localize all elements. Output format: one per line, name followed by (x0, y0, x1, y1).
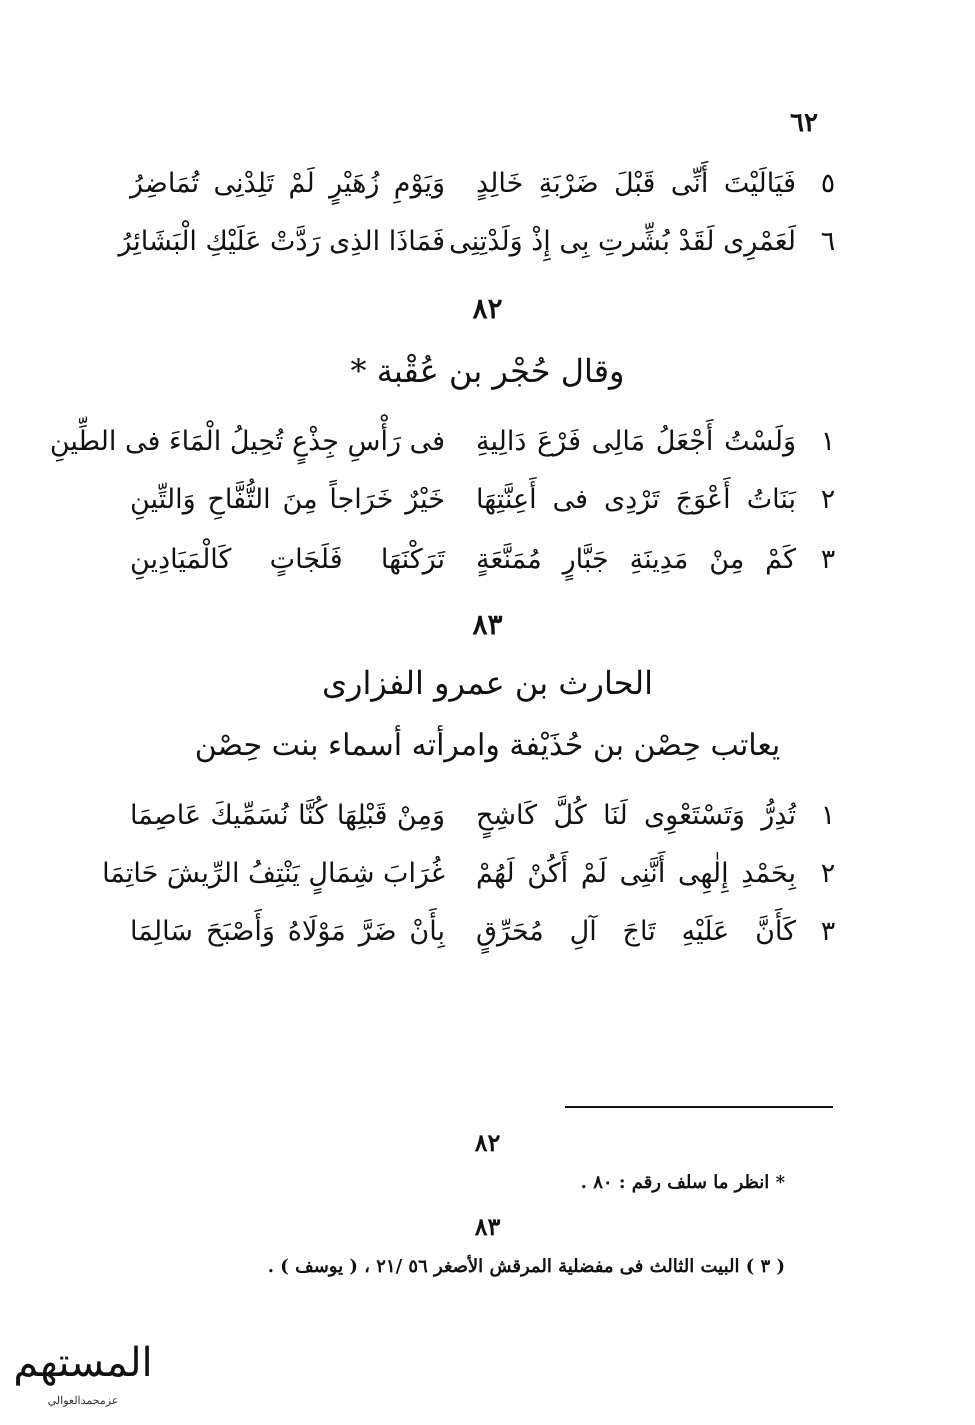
verse-number: ٢ (820, 484, 836, 515)
verse-number: ٢ (820, 858, 836, 889)
verse-line (130, 160, 840, 208)
page-number: ٦٢ (790, 108, 818, 138)
verse-number: ٣ (820, 544, 836, 575)
first-hemistich: فَيَالَيْتَ أَنِّى قَبْلَ ضَرْبَةِ خَالِدٍ (476, 168, 796, 199)
poem-heading-82: وقال حُجْر بن عُقْبة * (350, 352, 625, 390)
footnote-divider (565, 1106, 833, 1108)
second-hemistich: خَيْرٌ خَرَاجاً مِنَ التُّفَّاحِ وَالتِّينِ (130, 484, 445, 515)
first-hemistich: بِحَمْدِ إِلٰهِى أَنَّنِى لَمْ أَكُنْ لَهُمْ (476, 858, 796, 889)
verse-number: ٣ (820, 916, 836, 947)
first-hemistich: لَعَمْرِى لَقَدْ بُشِّرتِ بِى إِذْ وَلَدْتِنِى (449, 226, 796, 257)
section-number-83: ٨٣ (472, 608, 503, 641)
first-hemistich: وَلَسْتُ أَجْعَلُ مَالِى فَرْعَ دَالِيةِ (476, 426, 796, 457)
stamp-caption: عزمحمدالعوالي (47, 1394, 119, 1407)
verse-line (49, 418, 840, 466)
library-stamp-logo (8, 1340, 158, 1420)
verse-line (102, 850, 840, 898)
second-hemistich: وَيَوْمِ زُهَيْرٍ لَمْ تَلِدْنِى تُمَاضِرُ (130, 168, 445, 199)
poem-subheading-83: يعاتب حِصْن بن حُذَيْفة وامرأته أسماء بنت حِصْن (194, 728, 781, 763)
verse-line (118, 218, 840, 266)
verse-number: ١ (820, 426, 836, 457)
first-hemistich: تُدِرُّ وَتَسْتَعْوِى لَنَا كُلَّ كَاشِحٍ (476, 800, 796, 831)
first-hemistich: كَأَنَّ عَلَيْهِ تَاجَ آلِ مُحَرِّقٍ (476, 916, 796, 947)
poem-heading-83: الحارث بن عمرو الفزارى (322, 664, 653, 702)
verse-line (130, 792, 840, 840)
second-hemistich: وَمِنْ قَبْلِهَا كُنَّا نُسَمِّيكَ عَاصِمَا (130, 800, 445, 831)
second-hemistich: غُرَابَ شِمَالٍ يَنْتِفُ الرِّيشَ حَاتِمَا (102, 858, 445, 889)
footnote-section-82-label: ٨٢ (474, 1128, 501, 1157)
second-hemistich: تَرَكْنَهَا فَلَجَاتٍ كَالْمَيَادِينِ (130, 544, 445, 575)
footnote-83-text: ( ٣ ) البيت الثالث فى مفضلية المرقش الأصغر ٥٦ /٢١ ، ( يوسف ) . (267, 1256, 785, 1277)
first-hemistich: بَنَاتُ أَعْوَجَ تَرْدِى فى أَعِنَّتِهَا (476, 484, 796, 515)
footnote-82-text: * انظر ما سلف رقم : ٨٠ . (580, 1172, 785, 1193)
first-hemistich: كَمْ مِنْ مَدِينَةِ جَبَّارٍ مُمَنَّعَةٍ (476, 544, 796, 575)
second-hemistich: فَمَاذَا الذِى رَدَّتْ عَلَيْكِ الْبَشَائِرُ (118, 226, 445, 257)
stamp-calligraphy: المستهم (13, 1340, 153, 1386)
verse-line (130, 536, 840, 584)
section-number-82: ٨٢ (472, 292, 503, 325)
second-hemistich: فى رَأْسِ جِذْعٍ تُحِيلُ الْمَاءَ فى الطِّينِ (49, 426, 445, 457)
verse-number: ٦ (820, 226, 836, 257)
verse-line (130, 476, 840, 524)
verse-number: ١ (820, 800, 836, 831)
verse-number: ٥ (820, 168, 836, 199)
footnote-section-83-label: ٨٣ (474, 1212, 501, 1241)
second-hemistich: بِأَنْ ضَرَّ مَوْلَاهُ وَأَصْبَحَ سَالِمَا (130, 916, 445, 947)
verse-line (130, 908, 840, 956)
